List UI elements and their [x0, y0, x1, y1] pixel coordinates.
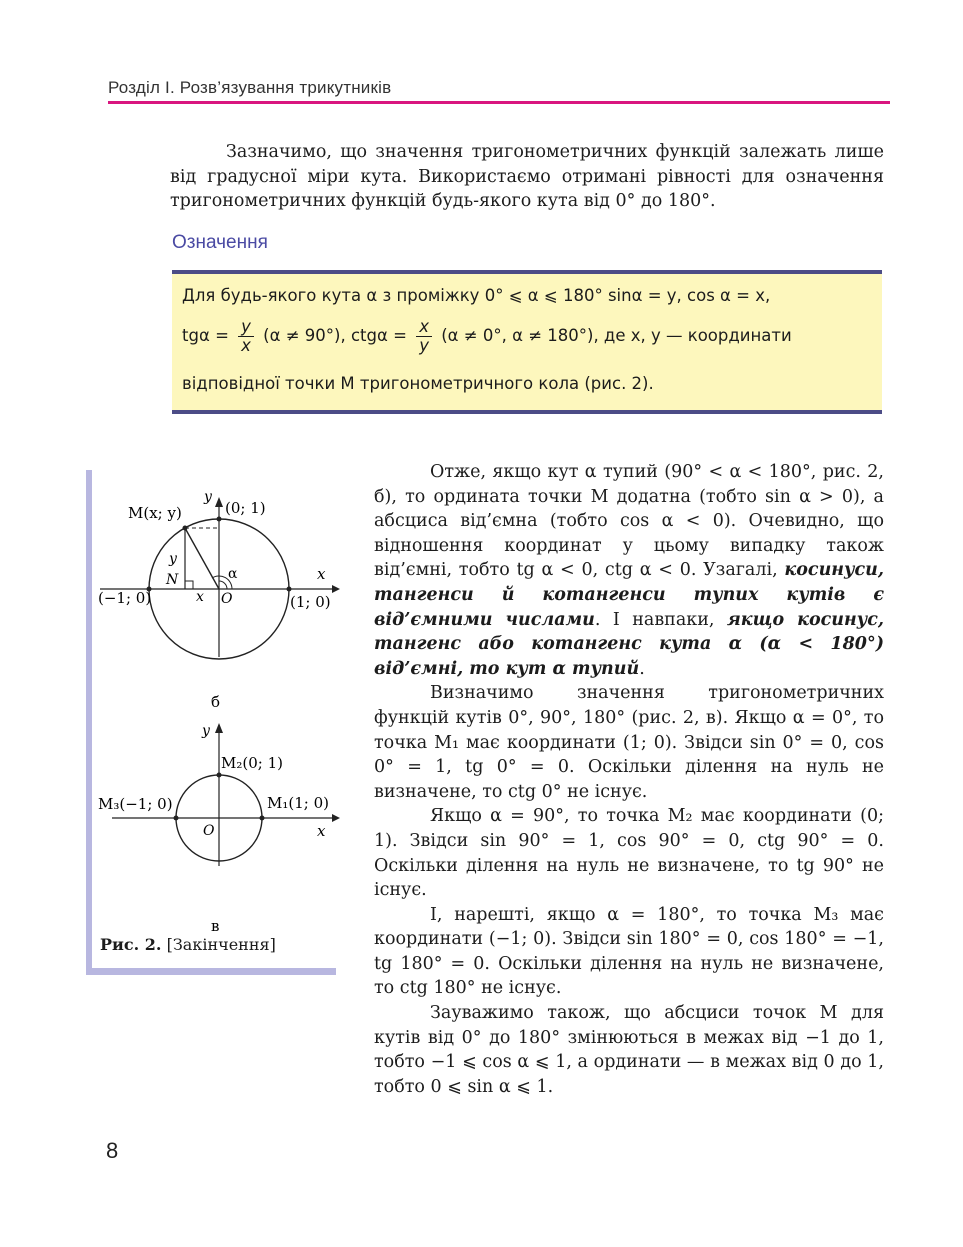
x-label-v: x	[317, 822, 326, 840]
y-label-b: y	[204, 489, 212, 505]
point-m-dot	[183, 526, 188, 531]
definition-heading: Означення	[172, 232, 268, 253]
paragraph-5: Зауважимо також, що абсциси точок M для кутів від 0° до 180° змінюються в межах від −1 до 1, тобто −1 ⩽ cos α ⩽ 1, а ординати — в межах від 0 до 1, тобто 0 ⩽ sin α ⩽ 1.	[374, 1003, 884, 1097]
x-axis-arrow-b	[332, 585, 340, 593]
ctg-denominator: y	[419, 336, 429, 355]
sublabel-v: в	[211, 917, 220, 935]
definition-line-2	[182, 318, 792, 355]
point-top-label: (0; 1)	[225, 499, 266, 517]
sublabel-b: б	[211, 693, 221, 711]
tg-numerator: y	[238, 318, 254, 337]
point-left-label: (−1; 0)	[98, 589, 152, 607]
paragraph-1-c: . І навпаки,	[594, 609, 727, 630]
point-m2-dot	[217, 773, 222, 778]
definition-line-1: Для будь-якого кута α з проміжку 0° ⩽ α ⩽ 180° sinα = y, cos α = x,	[182, 286, 771, 305]
paragraph-1-emphasis-2: якщо косинус, тангенс або котангенс кута α (α < 180°) від’ємні, то кут α тупий	[374, 609, 884, 679]
header-rule	[108, 101, 890, 104]
point-right-dot	[287, 587, 292, 592]
definition-line-3: відповідної точки M тригонометричного кола (рис. 2).	[182, 374, 654, 393]
paragraph-1	[374, 460, 884, 681]
y-axis-arrow-v	[215, 723, 223, 733]
right-angle-mark	[185, 581, 193, 589]
radius-om	[185, 528, 219, 589]
label-n: N	[166, 572, 179, 588]
label-seg-y: y	[169, 551, 177, 567]
paragraph-3: Якщо α = 90°, то точка M₂ має координати (0; 1). Звідси sin 90° = 1, cos 90° = 0, ctg 90° = 0. Оскільки ділення на нуль не визначене, то tg 90° не існує.	[374, 806, 884, 901]
paragraph-1-a: Отже, якщо кут α тупий (90° < α < 180°, рис. 2, б), то ордината точки M додатна (тобто sin α > 0), а абсциса від’ємна (тобто cos α < 0). Очевидно, що відношення координат у цьому випадку також від’ємні, тобто tg α < 0, ctg α < 0. Узагалі,	[374, 462, 884, 581]
page-number: 8	[106, 1138, 119, 1163]
figure-caption	[100, 935, 276, 954]
intro-paragraph: Зазначимо, що значення тригонометричних функцій залежать лише від градусної міри кута. Використаємо отримані рівності для означення тригонометричних функцій будь-якого кута від 0° до 180°.	[170, 142, 884, 212]
ctg-numerator: x	[416, 318, 432, 337]
ctg-condition: (α ≠ 0°, α ≠ 180°), де x, y — координати	[441, 326, 792, 345]
ctg-fraction	[416, 318, 432, 355]
point-m1-dot	[260, 816, 265, 821]
y-label-v: y	[202, 723, 210, 739]
running-header: Розділ І. Розв’язування трикутників	[108, 78, 392, 97]
x-label-b: x	[317, 565, 326, 583]
y-axis-arrow-b	[215, 497, 223, 507]
tg-condition: (α ≠ 90°),	[263, 326, 346, 345]
circle-diagram-b	[98, 489, 340, 711]
paragraph-1-emphasis-1: косинуси, тангенси й котангенси тупих кутів є від’ємними числами	[374, 560, 884, 630]
point-m-label: M(x; y)	[128, 504, 182, 522]
point-m3-label: M₃(−1; 0)	[98, 795, 173, 813]
tg-prefix: tgα =	[182, 326, 229, 345]
x-axis-arrow-v	[332, 814, 340, 822]
intro-block	[170, 140, 884, 214]
label-alpha: α	[228, 566, 238, 582]
paragraph-2: Визначимо значення тригонометричних функцій кутів 0°, 90°, 180° (рис. 2, в). Якщо α = 0°, то точка M₁ має координати (1; 0). Звідси sin 0° = 0, cos 0° = 1, tg 0° = 0. Оскільки ділення на нуль не визначене, то ctg 0° не існує.	[374, 683, 884, 802]
angle-arc	[219, 581, 227, 589]
figure-caption-text: [Закінчення]	[166, 935, 276, 954]
tg-denominator: x	[241, 336, 251, 355]
figure-caption-number: Рис. 2.	[100, 935, 162, 954]
point-m2-label: M₂(0; 1)	[221, 754, 283, 772]
ctg-prefix: ctgα =	[350, 326, 407, 345]
paragraph-4: І, нарешті, якщо α = 180°, то точка M₃ має координати (−1; 0). Звідси sin 180° = 0, cos 180° = −1, tg 180° = 0. Оскільки ділення на нуль не визначене, то ctg 180° не існує.	[374, 904, 884, 999]
point-top-dot	[217, 517, 222, 522]
figure-unit-circles	[92, 470, 342, 970]
label-o-b: O	[221, 591, 233, 607]
point-m1-label: M₁(1; 0)	[267, 794, 329, 812]
definition-box	[172, 270, 882, 414]
tg-fraction	[238, 318, 254, 355]
main-column	[374, 460, 884, 1099]
label-o-v: O	[203, 823, 215, 839]
point-m3-dot	[174, 816, 179, 821]
point-right-label: (1; 0)	[290, 593, 331, 611]
label-seg-x: x	[196, 589, 204, 605]
circle-diagram-v	[98, 723, 340, 935]
paragraph-1-e: .	[639, 658, 645, 679]
